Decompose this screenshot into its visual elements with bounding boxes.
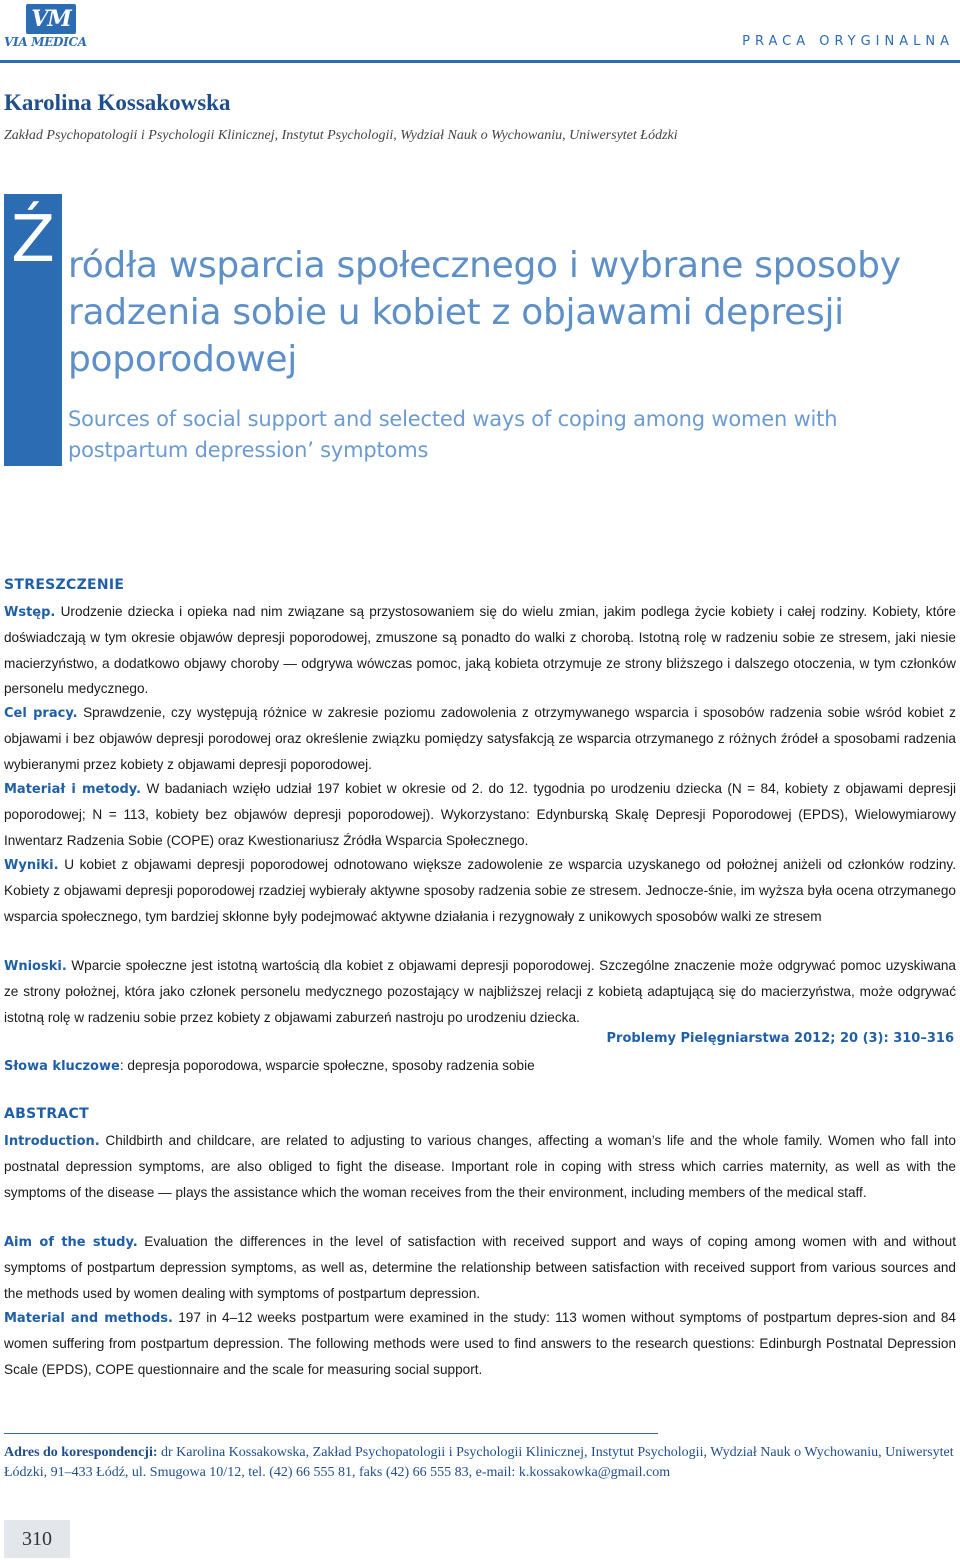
- paragraph-text: Sprawdzenie, czy występują różnice w zakresie poziomu zadowolenia z otrzymywanego wsparcia i sposobów radzenia sobie wśród kobiet z objawami i bez objawów depresji porodowej oraz określenie związku pomiędzy satysfakcją ze wsparcia otrzymanego z różnych źródeł a sposobami radzenia wybieranymi przez kobiety z objawami depresji poporodowej.: [4, 705, 956, 772]
- abstract-paragraph: [4, 1305, 956, 1382]
- paragraph-label: Material and methods.: [4, 1311, 173, 1326]
- paragraph-text: Wparcie społeczne jest istotną wartością dla kobiet z objawami depresji poporodowej. Szczególne znaczenie może odgrywać pomoc uzyskiwana ze strony położnej, która jako członek personelu medycznego pozostający w najbliższej relacji z kobietą adaptującą się do macierzyństwa, może odgrywać istotną rolę w radzeniu sobie przez kobiety z objawami zaburzeń nastroju po urodzeniu dziecka.: [4, 958, 956, 1025]
- page-number-box: [4, 1520, 70, 1558]
- title-dropcap-bar: [4, 194, 62, 466]
- streszczenie-heading: STRESZCZENIE: [4, 577, 125, 593]
- paragraph-label: Materiał i metody.: [4, 782, 142, 797]
- footnote-label: Adres do korespondencji:: [4, 1445, 158, 1460]
- abstract-paragraph: [4, 1128, 956, 1205]
- article-title-english: Sources of social support and selected ways of coping among women with postpartum depression’ symptoms: [68, 407, 838, 462]
- header-rule: [0, 60, 960, 63]
- logo-mark: VM: [26, 4, 76, 34]
- paragraph-text: U kobiet z objawami depresji poporodowej odnotowano większe zadowolenie ze wsparcia uzyskanego od położnej aniżeli od członków rodziny. Kobiety z objawami depresji poporodowej rzadziej wybierały aktywne sposoby radzenia sobie ze stresem. Jednocze-śnie, im wyższa była ocena otrzymanego wsparcia społecznego, tym bardziej skłonne były podejmować aktywne działania i rezygnowały z unikowych sposobów walki ze stresem: [4, 857, 956, 924]
- journal-citation: Problemy Pielęgniarstwa 2012; 20 (3): 310–316: [606, 1031, 954, 1046]
- article-title: ródła wsparcia społecznego i wybrane sposoby radzenia sobie u kobiet z objawami depresji poporodowej: [68, 245, 901, 380]
- streszczenie-paragraph: [4, 776, 956, 853]
- author-affiliation: Zakład Psychopatologii i Psychologii Klinicznej, Instytut Psychologii, Wydział Nauk o Wychowaniu, Uniwersytet Łódzki: [4, 128, 678, 143]
- paragraph-label: Wyniki.: [4, 858, 59, 873]
- abstract-paragraph: [4, 1229, 956, 1306]
- footnote-rule: [4, 1433, 658, 1434]
- paragraph-label: Introduction.: [4, 1134, 100, 1149]
- author-name: Karolina Kossakowska: [4, 90, 231, 115]
- keywords-text: : depresja poporodowa, wsparcie społeczne, sposoby radzenia sobie: [119, 1058, 535, 1073]
- paragraph-text: Evaluation the differences in the level of satisfaction with received support and ways of coping among women with and without symptoms of postpartum depression symptoms, as well as, determine the relationship between satisfaction with received support from various sources and the methods used by women dealing with symptoms of postpartum depression.: [4, 1234, 956, 1301]
- paragraph-text: Childbirth and childcare, are related to adjusting to various changes, affecting a woman’s life and the whole family. Women who fall into postnatal depression symptoms, are also obliged to fight the disease. Important role in coping with stress which carries maternity, as well as with the symptoms of the disease — plays the assistance which the woman receives from the their environment, including members of the medical staff.: [4, 1133, 956, 1200]
- paragraph-text: W badaniach wzięło udział 197 kobiet w okresie od 2. do 12. tygodnia po urodzeniu dziecka (N = 84, kobiety z objawami depresji poporodowej; N = 113, kobiety bez objawów depresji poporodowej). Wykorzystano: Edynburską Skalę Depresji Poporodowej (EPDS), Wielowymiarowy Inwentarz Radzenia Sobie (COPE) oraz Kwestionariusz Źródła Wsparcia Społecznego.: [4, 781, 956, 848]
- streszczenie-paragraph: [4, 953, 956, 1030]
- keywords: [4, 1053, 956, 1079]
- streszczenie-paragraph: [4, 599, 956, 701]
- footnote-text: dr Karolina Kossakowska, Zakład Psychopatologii i Psychologii Klinicznej, Instytut Psychologii, Wydział Nauk o Wychowaniu, Uniwersytet Łódzki, 91–433 Łódź, ul. Smugowa 10/12, tel. (42) 66 555 81, faks (42) 66 555 83, e-mail: k.kossakowka@gmail.com: [4, 1445, 954, 1480]
- paragraph-label: Wstęp.: [4, 605, 56, 620]
- streszczenie-paragraph: [4, 852, 956, 929]
- keywords-label: Słowa kluczowe: [4, 1059, 120, 1074]
- abstract-heading: ABSTRACT: [4, 1106, 89, 1122]
- correspondence-footnote: [4, 1443, 956, 1483]
- streszczenie-paragraph: [4, 700, 956, 777]
- paragraph-text: 197 in 4–12 weeks postpartum were examined in the study: 113 women without symptoms of postpartum depres-sion and 84 women suffering from postpartum depression. The following methods were used to find answers to the research questions: Edinburgh Postnatal Depression Scale (EPDS), COPE questionnaire and the scale for measuring social support.: [4, 1310, 956, 1377]
- section-label: PRACA ORYGINALNA: [742, 34, 954, 49]
- paragraph-label: Wnioski.: [4, 959, 67, 974]
- page-number: 310: [22, 1528, 52, 1550]
- title-dropcap: Ź: [11, 203, 55, 277]
- paragraph-label: Aim of the study.: [4, 1235, 138, 1250]
- paragraph-text: Urodzenie dziecka i opieka nad nim związane są przystosowaniem się do wielu zmian, jakim podlega życie kobiety i całej rodziny. Kobiety, które doświadczają w tym okresie objawów depresji poporodowej, zmuszone są ponadto do walki z chorobą. Istotną rolę w radzeniu sobie ze stresem, jaki niesie macierzyństwo, a dodatkowo objawy choroby — odgrywa wówczas pomoc, jaką kobieta otrzymuje ze strony bliższego i dalszego otoczenia, w tym członków personelu medycznego.: [4, 604, 956, 696]
- via-medica-logo: [4, 4, 100, 48]
- logo-text: VIA MEDICA: [4, 35, 87, 49]
- paragraph-label: Cel pracy.: [4, 706, 78, 721]
